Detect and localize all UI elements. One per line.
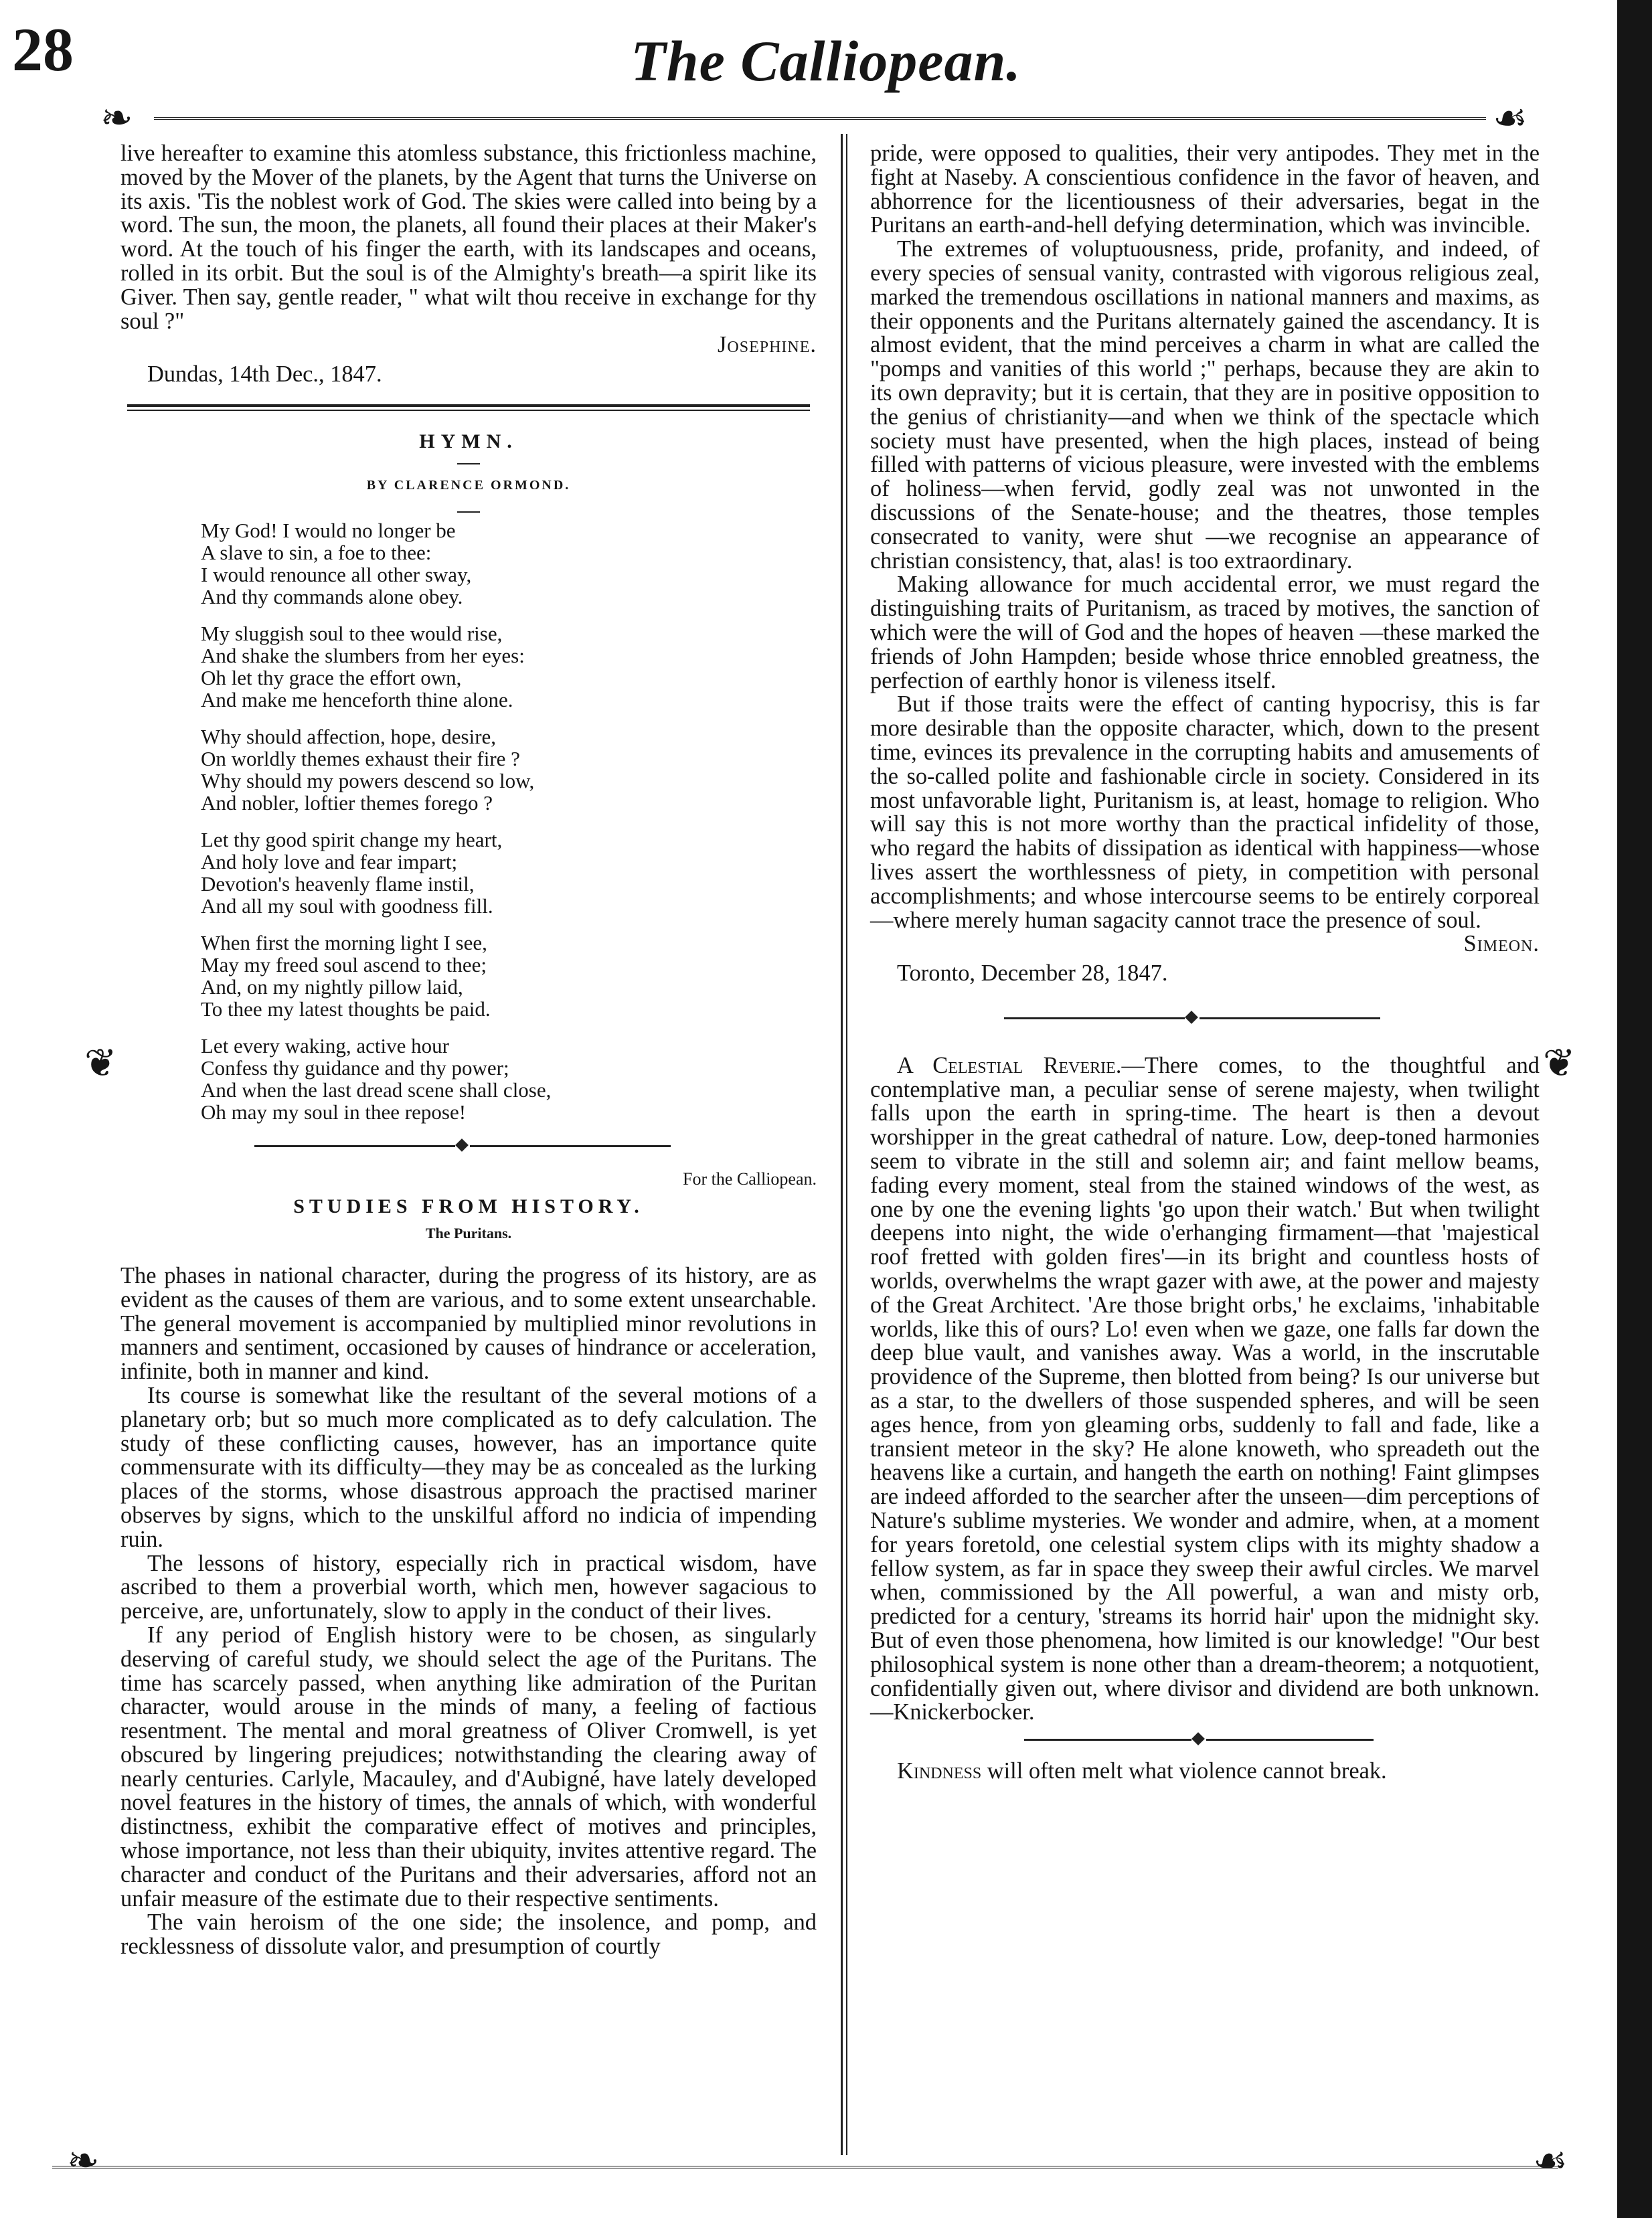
signature-simeon: Simeon. xyxy=(1463,931,1540,957)
hymn-short-rule-2 xyxy=(457,511,480,513)
hymn-stanza xyxy=(201,829,817,917)
article-paragraph: pride, were opposed to qualities, their very antipodes. They met in the fight at Naseby. A conscientious confidence in the favor of heaven, and abhorrence for the licentiousness of their adversaries, begat in the Puritans an earth-and-hell defying determination, which was invincible. xyxy=(870,141,1540,238)
hymn-stanza xyxy=(201,726,817,814)
kindness-paragraph xyxy=(870,1760,1540,1784)
section-divider xyxy=(870,1010,1540,1026)
hymn-line: Oh may my soul in thee repose! xyxy=(201,1100,467,1124)
page-number: 28 xyxy=(12,15,74,84)
hymn-end-rule xyxy=(120,1138,817,1154)
column-divider-inner xyxy=(846,134,847,2155)
flourish-ornament-top-left: ❧ xyxy=(100,96,133,140)
masthead-title: The Calliopean. xyxy=(631,29,1021,93)
article-paragraph: The phases in national character, during the progress of its history, are as evident as the causes of them are various, and to some extent unsearchable. The general movement is accompanied by multiplied minor revolutions in manners and sentiment, occasioned by causes of hindrance or acceleration, infinite, both in manner and kind. xyxy=(120,1262,817,1385)
hymn-line: A slave to sin, a foe to thee: xyxy=(201,540,432,564)
article-paragraph: Its course is somewhat like the resultant of the several motions of a planetary orb; but so much more complicated as to defy calculation. The study of these conflicting causes, however, has an importance quite commensurate with its difficulty—they may be as concealed as the lurking places of the storms, whose disastrous approach the practised mariner observes by signs, which to the unskilful afford no indicia of impending ruin. xyxy=(120,1382,817,1552)
reverie-text: —There comes, to the thoughtful and contemplative man, a peculiar sense of serene majesty, when twilight falls upon the earth in spring-time. The heart is then a devout worshipper in the great cathedral of nature. Low, deep-toned harmonies seem to vibrate in the still and solemn air; and faint mellow beams, fading every moment, steal from the stained windows of the west, as one by one the evening lights 'go upon their watch.' But when twilight deepens into night, the wide o'erhanging firmament—that 'majestical roof fretted with golden fires'—in its bright and countless hosts of worlds, overwhelms the wrapt gazer with awe, at the power and majesty of the Great Architect. 'Are those bright orbs,' he exclaims, 'inhabitable worlds, like this of ours? Lo! even when we gaze, one falls far down the deep blue vault, and vanishes away. Was a world, in the inscrutable providence of the Supreme, then blotted from being? Is our universe but as a star, to the dwellers of those suspended spheres, and will be seen ages hence, from yon gleaming orbs, suddenly to fall and fade, like a transient meteor in the sky? He alone knoweth, who spreadeth out the heavens like a curtain, and hangeth the earth on nothing! Faint glimpses are indeed afforded to the searcher after the unseen—dim perceptions of Nature's sublime mysteries. We wonder and admire, when, at a moment for years foretold, one celestial system clips with its mighty shadow a fellow system, as far in space they sweep their awful circles. We marvel when, commissioned by the All powerful, a wan and misty orb, predicted for a century, 'streams its horrid hair' upon the midnight sky. But of even those phenomena, how limited is our knowledge! "Our best philosophical system is none other than a dream-theorem; a notquotient, confidentially given out, where divisor and dividend are both unknown.—Knickerbocker. xyxy=(870,1052,1540,1725)
article-paragraph: The vain heroism of the one side; the insolence, and pomp, and recklessness of dissolute valor, and presumption of courtly xyxy=(120,1909,817,1960)
signature-josephine: Josephine. xyxy=(718,332,817,358)
left-column xyxy=(120,142,817,1959)
hymn-author: BY CLARENCE ORMOND. xyxy=(366,477,571,493)
hymn-line: Let every waking, active hour xyxy=(201,1033,449,1057)
column-divider xyxy=(841,134,843,2155)
poem-intro-paragraph: live hereafter to examine this atomless substance, this frictionless machine, moved by the Mover of the planets, by the Agent that turns the Universe on its axis. 'Tis the noblest work of God. The skies were called into being by a word. The sun, the moon, the planets, all found their places at their Maker's word. At the touch of his finger the earth, with its landscapes and oceans, rolled in its orbit. But the soul is of the Almighty's breath—a spirit like its Giver. Then say, gentle reader, " what wilt thou receive in exchange for thy soul ?" xyxy=(120,141,817,334)
hymn-short-rule xyxy=(457,463,480,464)
article-paragraph: The lessons of history, especially rich in practical wisdom, have ascribed to them a proverbial worth, which men, however sagacious to perceive, are, unfortunately, slow to apply in the conduct of their lives. xyxy=(120,1550,817,1624)
flourish-ornament-bottom-right: ☙ xyxy=(1533,2139,1568,2183)
section-divider-2 xyxy=(870,1731,1540,1747)
flourish-ornament-bottom-left: ❧ xyxy=(67,2139,100,2183)
hymn-line: And, on my nightly pillow laid, xyxy=(201,974,463,999)
dateline-dundas: Dundas, 14th Dec., 1847. xyxy=(147,361,382,388)
hymn-line: When first the morning light I see, xyxy=(201,930,487,954)
hymn-line: To thee my latest thoughts be paid. xyxy=(201,997,491,1021)
hymn-line: I would renounce all other sway, xyxy=(201,562,472,586)
hymn-line: And shake the slumbers from her eyes: xyxy=(201,643,525,667)
page-edge-shadow xyxy=(1617,0,1652,2218)
hymn-line: On worldly themes exhaust their fire ? xyxy=(201,746,520,770)
for-calliopean-note: For the Calliopean. xyxy=(682,1169,817,1189)
hymn-line: And holy love and fear impart; xyxy=(201,849,458,873)
hymn-line: Devotion's heavenly flame instil, xyxy=(201,871,475,895)
flourish-ornament-top-right: ☙ xyxy=(1493,96,1527,140)
footer-rule xyxy=(52,2166,1558,2168)
hymn-line: And nobler, loftier themes forego ? xyxy=(201,790,493,815)
hymn-line: Let thy good spirit change my heart, xyxy=(201,827,503,851)
hymn-line: My sluggish soul to thee would rise, xyxy=(201,621,503,645)
hymn-line: Confess thy guidance and thy power; xyxy=(201,1055,509,1080)
article-paragraph: But if those traits were the effect of canting hypocrisy, this is far more desirable than the opposite character, which, down to the present time, evinces its prevalence in the corrupting habits and amusements of the so-called polite and fashionable circle in society. Considered in its most unfavorable light, Puritanism is, at least, homage to religion. Who will say this is not more worthy than the practical infidelity of those, who regard the habits of dissipation as identical with happiness—whose lives assert the worthlessness of piety, in competition with personal accomplishments; and whose intercourse seems to be entirely corporeal—where merely human sagacity cannot trace the presence of soul. xyxy=(870,691,1540,933)
reverie-heading: A Celestial Reverie. xyxy=(897,1052,1122,1078)
hymn-line: Why should affection, hope, desire, xyxy=(201,724,497,748)
hymn-top-rule xyxy=(127,404,810,411)
right-column xyxy=(870,142,1540,1784)
article-paragraph: The extremes of voluptuousness, pride, profanity, and indeed, of every species of sensual vanity, contrasted with vigorous religious zeal, marked the tremendous oscillations in national manners and maxims, as their opponents and the Puritans alternately gained the ascendancy. It is almost evident, that the mind perceives a charm in what are called the "pomps and vanities of this world ;" perhaps, because they are akin to its own depravity; but it is certain, that they are in positive opposition to the genius of christianity—and when we think of the spectacle which society must have presented, when the high places, instead of being filled with patterns of vicious pleasure, were invested with the emblems of holiness—when fervid, godly zeal was not unwonted in the discussions of the Senate-house; and the theatres, those temples consecrated to vanity, were shut —we recognise an appearance of christian consistency, that, alas! is too extraordinary. xyxy=(870,236,1540,574)
hymn-line: And all my soul with goodness fill. xyxy=(201,893,493,918)
header-rule xyxy=(154,117,1486,120)
dateline-toronto: Toronto, December 28, 1847. xyxy=(897,960,1168,987)
hymn-stanza xyxy=(201,519,817,608)
side-flourish-left: ❦ xyxy=(84,1041,117,1085)
studies-subtitle: The Puritans. xyxy=(425,1225,512,1242)
hymn-line: And make me henceforth thine alone. xyxy=(201,687,513,711)
hymn-line: Why should my powers descend so low, xyxy=(201,768,535,792)
reverie-paragraph xyxy=(870,1054,1540,1725)
hymn-line: And when the last dread scene shall close, xyxy=(201,1078,552,1102)
hymn-stanza xyxy=(201,932,817,1020)
hymn-title: HYMN. xyxy=(419,430,518,452)
article-paragraph: Making allowance for much accidental error, we must regard the distinguishing traits of Puritanism, as traced by motives, the sanction of which were the will of God and the hopes of heaven —these marked the friends of John Hampden; beside whose thrice ennobled greatness, the perfection of earthly honor is vileness itself. xyxy=(870,572,1540,693)
hymn-line: My God! I would no longer be xyxy=(201,518,456,542)
kindness-text: will often melt what violence cannot break. xyxy=(981,1758,1387,1784)
article-paragraph: If any period of English history were to be chosen, as singularly deserving of careful study, we should select the age of the Puritans. The time has scarcely passed, when anything like admiration of the Puritan character, would arouse in the minds of many, a feeling of factious resentment. The mental and moral greatness of Oliver Cromwell, is yet obscured by lingering prejudices; notwithstanding the clearing away of nearly centuries. Carlyle, Macauley, and d'Aubigné, have lately developed novel features in the history of times, the annals of which, with wonderful distinctness, exhibit the comparative effect of motives and principles, whose importance, not less than their ubiquity, invites attentive regard. The character and conduct of the Puritans and their adversaries, afford not an unfair measure of the estimate due to their respective sentiments. xyxy=(120,1622,817,1911)
hymn-line: And thy commands alone obey. xyxy=(201,584,463,608)
kindness-heading: Kindness xyxy=(897,1758,982,1784)
hymn-stanza xyxy=(201,1035,817,1123)
hymn-line: May my freed soul ascend to thee; xyxy=(201,952,487,976)
studies-title: STUDIES FROM HISTORY. xyxy=(293,1195,644,1218)
hymn-stanza xyxy=(201,622,817,711)
side-flourish-right: ❦ xyxy=(1543,1041,1576,1085)
hymn-line: Oh let thy grace the effort own, xyxy=(201,665,462,689)
